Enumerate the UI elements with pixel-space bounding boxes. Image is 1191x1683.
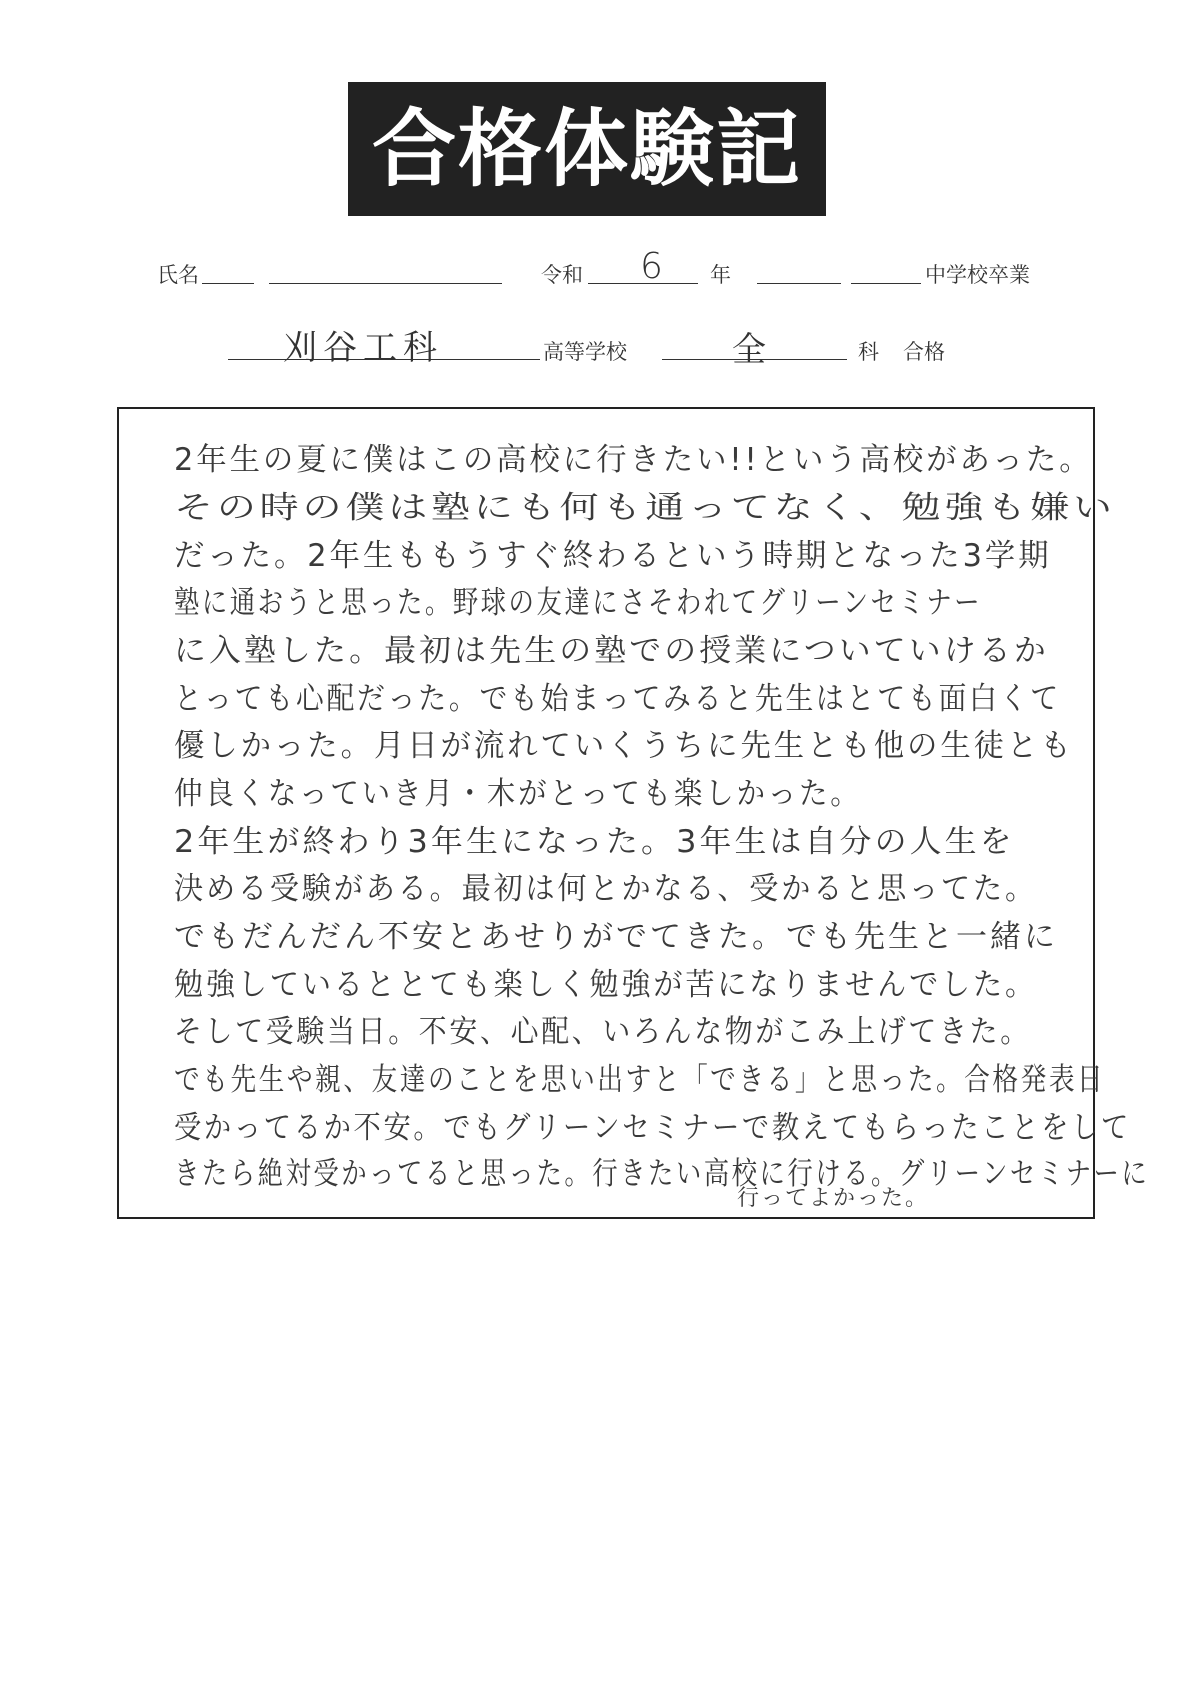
pass-label: 合格 [903,340,945,364]
year-value: 6 [640,246,663,287]
middle-school-label: 中学校卒業 [925,263,1030,287]
essay-box [117,407,1150,1219]
course-value: 全 [732,330,766,370]
essay-line: 優しかった。月日が流れていくうちに先生とも他の生徒とも [174,728,1074,764]
high-school-label: 高等学校 [543,340,627,364]
essay-line: に入塾した。最初は先生の塾での授業についていけるか [174,633,1049,669]
course-label: 科 [858,340,879,364]
course-field-line [662,359,847,360]
high-school-field-line [228,359,540,360]
essay-line: でもだんだん不安とあせりがでてきた。でも先生と一緒に [174,919,1058,955]
high-school-value: 刈谷工科 [283,328,443,368]
essay-line: 受かってるか不安。でもグリーンセミナーで教えてもらったことをして [174,1110,1131,1146]
essay-line: 勉強しているととても楽しく勉強が苦になりませんでした。 [174,967,1037,1003]
essay-line: 2年生が終わり3年生になった。3年生は自分の人生を [174,824,1015,860]
essay-line: きたら絶対受かってると思った。行きたい高校に行ける。グリーンセミナーに [174,1156,1150,1192]
essay-line: 塾に通おうと思った。野球の友達にさそわれてグリーンセミナー [174,585,983,621]
essay-line: その時の僕は塾にも何も通ってなく、勉強も嫌い [174,490,1116,526]
name-field-line-2 [269,283,502,284]
essay-last-note: 行ってよかった。 [737,1186,930,1211]
title-banner [348,82,826,216]
essay-line: だった。2年生ももうすぐ終わるという時期となった3学期 [174,538,1052,574]
name-label: 氏名 [157,263,199,287]
page-title: 合格体験記 [371,99,802,198]
essay-line: そして受験当日。不安、心配、いろんな物がこみ上げてきた。 [174,1014,1031,1050]
middle-school-field-line-1 [757,283,841,284]
essay-line: でも先生や親、友達のことを思い出すと「できる」と思った。合格発表日 [174,1062,1106,1098]
essay-line: 仲良くなっていき月・木がとっても楽しかった。 [174,776,862,812]
middle-school-field-line-2 [851,283,921,284]
year-label: 年 [710,263,731,287]
essay-line: 決める受験がある。最初は何とかなる、受かると思ってた。 [174,871,1037,907]
essay-line: 2年生の夏に僕はこの高校に行きたい!!という高校があった。 [174,442,1093,478]
name-field-line-1 [202,283,254,284]
reiwa-label: 令和 [541,263,583,287]
essay-line: とっても心配だった。でも始まってみると先生はとても面白くて [174,681,1061,717]
